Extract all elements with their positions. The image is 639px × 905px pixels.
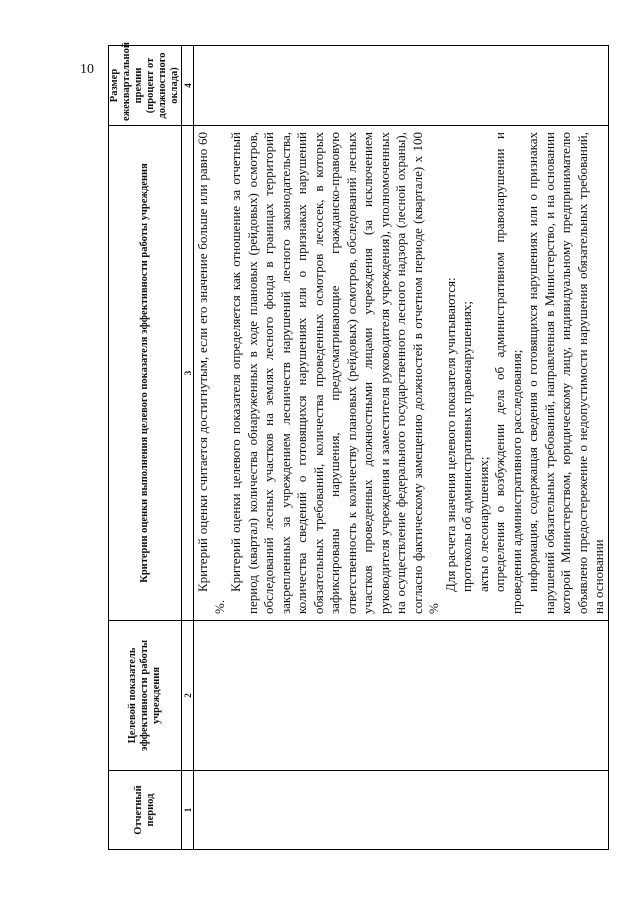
rotated-table-sheet <box>108 42 608 850</box>
criteria-list-item: определения о возбуждении дела об административном правонарушении и проведении административного расследования; <box>492 132 524 614</box>
column-number-3: 3 <box>182 126 194 621</box>
column-number-4: 4 <box>182 46 194 126</box>
criteria-paragraph: Критерий оценки считается достигнутым, если его значение больше или равно 60 %. <box>195 132 227 614</box>
criteria-list-item: протоколы об административных правонарушениях; <box>459 301 474 592</box>
header-criteria: Критерии оценки выполнения целевого показателя эффективности работы учреждения <box>109 126 182 621</box>
criteria-table <box>108 42 609 850</box>
criteria-paragraph: Критерий оценки целевого показателя определяется как отношение за отчетный период (квартал) количества обнаруженных в ходе плановых (рейдовых) осмотров, обследований лесных участков на землях лесного фонда в границах территорий закрепленных за учреждением лесничеств нарушений лесного законодательства, количества сведений о готовящихся нарушениях или о признаках нарушений обязательных требований, количества проведенных осмотров лесосек, в которых зафиксированы нарушения, предусматривающие гражданско-правовую ответственность к количеству плановых (рейдовых) осмотров, обследований лесных участков проведенных должностными лицами учреждения (за исключением руководителя учреждения и заместителя руководителя учреждения), уполномоченных на осуществление федерального государственного лесного надзора (лесной охраны), согласно фактическому замещению должностей в отчетном периоде (квартале) x 100 % <box>228 132 441 614</box>
criteria-list-item: акты о лесонарушениях; <box>475 456 491 592</box>
criteria-paragraph: Для расчета значения целевого показателя учитываются: <box>442 277 458 592</box>
period-cell <box>194 771 609 850</box>
criteria-list-item: информация, содержащая сведения о готовящихся нарушениях или о признаках нарушений обязательных требований, направленная в Министерство, и на основании которой Министерством, юридическому лицу, индивидуальному предпринимателю объявлено предостережение о недопустимости нарушения обязательных требований, на основании <box>525 132 606 614</box>
header-target-indicator: Целевой показатель эффективности работы учреждения <box>109 621 182 771</box>
column-number-2: 2 <box>182 621 194 771</box>
header-row <box>109 46 182 850</box>
page-number: 10 <box>80 62 94 77</box>
criteria-cell <box>194 126 609 621</box>
column-number-1: 1 <box>182 771 194 850</box>
column-number-row <box>182 46 194 850</box>
header-bonus-size: Размер ежеквартальной премии (процент от должностного оклада) <box>109 46 182 126</box>
bonus-size-cell <box>194 46 609 126</box>
header-period: Отчетный период <box>109 771 182 850</box>
target-indicator-cell <box>194 621 609 771</box>
content-row <box>194 46 609 850</box>
